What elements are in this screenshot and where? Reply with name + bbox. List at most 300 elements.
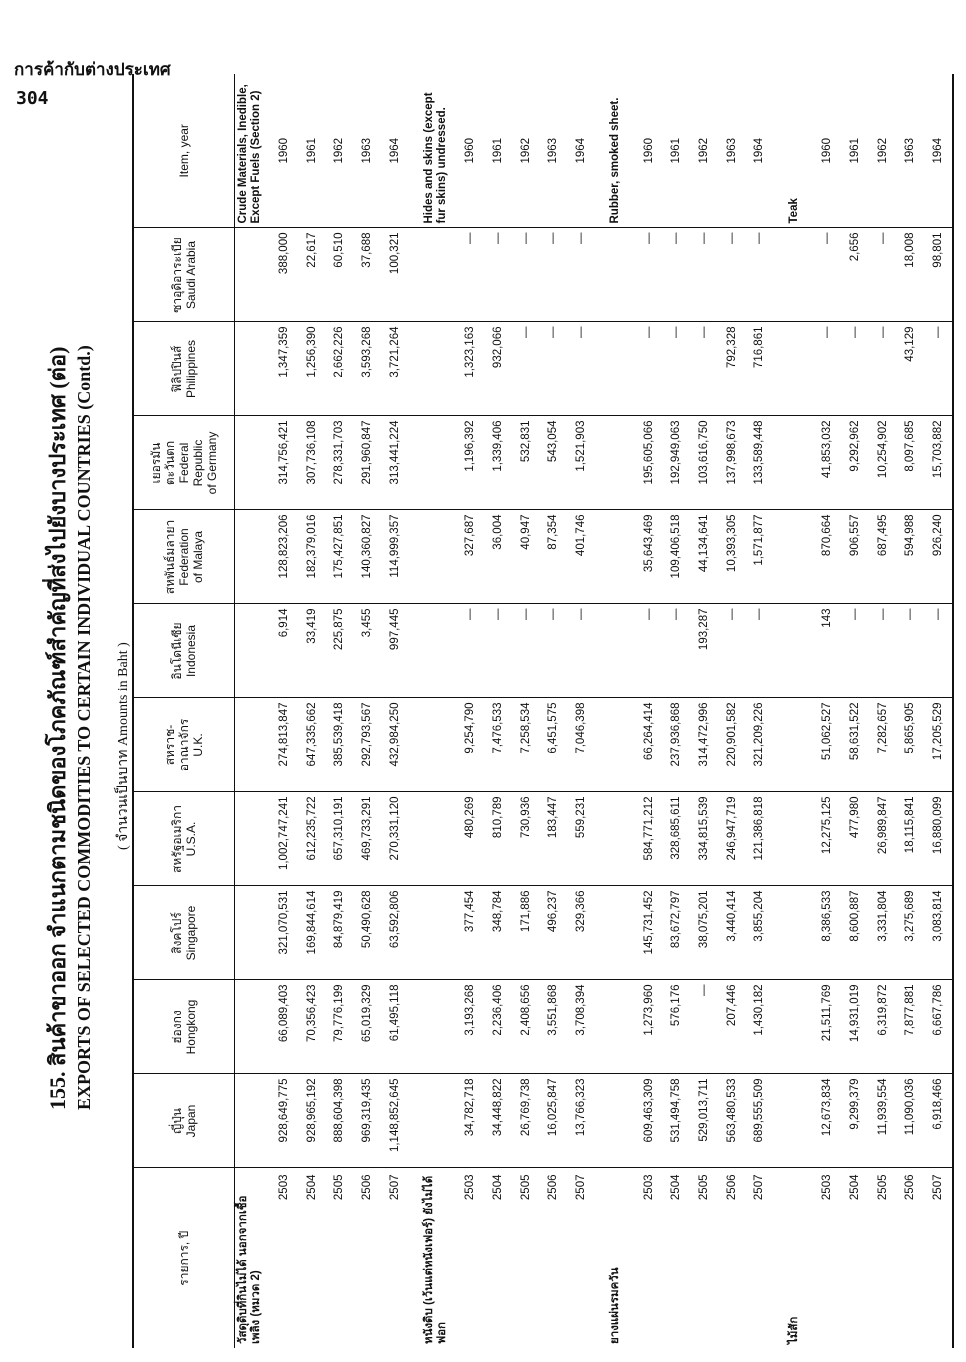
value-cell-singapore: 3,083,814 xyxy=(924,886,953,980)
value-cell-saudi: — xyxy=(813,228,841,322)
value-cell-indonesia: — xyxy=(512,604,540,698)
gap-cell xyxy=(409,698,422,792)
value-cell-singapore: 171,886 xyxy=(512,886,540,980)
value-cell-saudi: 18,008 xyxy=(896,228,924,322)
table-row xyxy=(326,74,354,1348)
value-cell-japan: 34,782,718 xyxy=(456,1074,484,1168)
value-cell-malaya: 870,664 xyxy=(813,510,841,604)
row-year-thai: 2505 xyxy=(519,1174,532,1201)
value-cell-indonesia: — xyxy=(924,604,953,698)
gap-cell xyxy=(773,1168,786,1348)
page-number: 304 xyxy=(16,88,49,109)
row-year-english: 1960 xyxy=(635,74,663,228)
table-body xyxy=(235,74,954,1348)
value-cell-germany: 103,616,750 xyxy=(690,416,718,510)
value-cell-germany: 291,960,847 xyxy=(353,416,381,510)
section-label-english: Crude Materials, Inedible, Except Fuels (Section 2) xyxy=(235,74,271,228)
row-year-english: 1964 xyxy=(745,74,773,228)
value-cell-saudi: 2,656 xyxy=(841,228,869,322)
col-header-malaya: สหพันธ์มลายา Federation of Malaya xyxy=(133,510,235,604)
value-cell-hongkong: 6,667,786 xyxy=(924,980,953,1074)
section-label-english: Rubber, smoked sheet. xyxy=(607,74,635,228)
gap-cell xyxy=(409,604,422,698)
value-cell-hongkong: 14,931,019 xyxy=(841,980,869,1074)
section-header-row xyxy=(786,74,814,1348)
value-cell-japan: 563,480,533 xyxy=(718,1074,746,1168)
value-cell-hongkong: 1,273,960 xyxy=(635,980,663,1074)
row-year-english: 1963 xyxy=(896,74,924,228)
table-row xyxy=(896,74,924,1348)
value-cell-usa: 559,231 xyxy=(567,792,595,886)
row-year-english: 1961 xyxy=(298,74,326,228)
value-cell-uk: 647,335,662 xyxy=(298,698,326,792)
value-cell-uk: 432,984,250 xyxy=(381,698,409,792)
value-cell-indonesia: 225,875 xyxy=(326,604,354,698)
value-cell-germany: 1,521,903 xyxy=(567,416,595,510)
value-cell-germany: 1,196,392 xyxy=(456,416,484,510)
row-year-thai: 2505 xyxy=(876,1174,889,1201)
gap-cell xyxy=(595,510,608,604)
value-cell-philippines: 792,328 xyxy=(718,322,746,416)
section-spacer-cell xyxy=(421,1074,456,1168)
section-spacer-cell xyxy=(786,1074,814,1168)
value-cell-saudi: — xyxy=(539,228,567,322)
value-cell-philippines: 43,129 xyxy=(896,322,924,416)
value-cell-usa: 12,275,125 xyxy=(813,792,841,886)
value-cell-usa: 1,002,747,241 xyxy=(270,792,298,886)
value-cell-japan: 888,604,398 xyxy=(326,1074,354,1168)
section-spacer-cell xyxy=(235,228,271,322)
value-cell-indonesia: — xyxy=(484,604,512,698)
table-row xyxy=(745,74,773,1348)
value-cell-usa: 480,269 xyxy=(456,792,484,886)
gap-cell xyxy=(595,1074,608,1168)
running-title: การค้ากับต่างประเทศ xyxy=(14,60,171,79)
value-cell-malaya: 1,571,877 xyxy=(745,510,773,604)
section-label-english: Hides and skins (except fur skins) undressed. xyxy=(421,74,456,228)
gap-cell xyxy=(409,1168,422,1348)
value-cell-usa: 328,685,611 xyxy=(663,792,691,886)
value-cell-singapore: 169,844,614 xyxy=(298,886,326,980)
value-cell-malaya: 87,354 xyxy=(539,510,567,604)
value-cell-indonesia: — xyxy=(745,604,773,698)
value-cell-japan: 12,673,834 xyxy=(813,1074,841,1168)
gap-cell xyxy=(773,1074,786,1168)
gap-cell xyxy=(773,698,786,792)
value-cell-japan: 26,769,738 xyxy=(512,1074,540,1168)
gap-cell xyxy=(409,1074,422,1168)
table-row xyxy=(663,74,691,1348)
value-cell-germany: 314,756,421 xyxy=(270,416,298,510)
value-cell-usa: 18,115,841 xyxy=(896,792,924,886)
value-cell-indonesia: 143 xyxy=(813,604,841,698)
section-spacer-cell xyxy=(786,980,814,1074)
value-cell-japan: 928,649,775 xyxy=(270,1074,298,1168)
col-header-indonesia: อินโดนีเซีย Indonesia xyxy=(133,604,235,698)
col-header-hongkong: ฮ่องกง Hongkong xyxy=(133,980,235,1074)
value-cell-usa: 26,989,847 xyxy=(869,792,897,886)
gap-cell xyxy=(409,510,422,604)
value-cell-philippines: — xyxy=(690,322,718,416)
value-cell-indonesia: 3,455 xyxy=(353,604,381,698)
value-cell-germany: 15,703,882 xyxy=(924,416,953,510)
section-header-row xyxy=(607,74,635,1348)
value-cell-indonesia: — xyxy=(456,604,484,698)
row-year-thai: 2507 xyxy=(924,1168,953,1348)
section-label-thai: หนังดิบ (เว้นแต่หนังเฟอร์) ยังไม่ได้ฟอก xyxy=(423,1175,449,1344)
value-cell-saudi: 98,801 xyxy=(924,228,953,322)
value-cell-saudi: — xyxy=(745,228,773,322)
value-cell-singapore: 83,672,797 xyxy=(663,886,691,980)
section-header-row xyxy=(235,74,271,1348)
section-label-thai: วัสดุดิบที่กินไม่ได้ นอกจากเชื้อเพลิง (หมวด 2) xyxy=(237,1195,262,1344)
rotated-table-wrapper xyxy=(132,84,954,1348)
gap-cell xyxy=(773,886,786,980)
value-cell-singapore: 329,366 xyxy=(567,886,595,980)
section-spacer-cell xyxy=(421,698,456,792)
value-cell-germany: 10,254,902 xyxy=(869,416,897,510)
row-year-thai: 2504 xyxy=(670,1174,683,1201)
value-cell-japan: 16,025,847 xyxy=(539,1074,567,1168)
value-cell-indonesia: — xyxy=(718,604,746,698)
value-cell-saudi: — xyxy=(456,228,484,322)
section-spacer-cell xyxy=(235,510,271,604)
value-cell-japan: 969,319,435 xyxy=(353,1074,381,1168)
value-cell-singapore: 145,731,452 xyxy=(635,886,663,980)
value-cell-malaya: 594,988 xyxy=(896,510,924,604)
value-cell-hongkong: — xyxy=(690,980,718,1074)
section-spacer-cell xyxy=(607,792,635,886)
value-cell-japan: 689,555,509 xyxy=(745,1074,773,1168)
table-row xyxy=(512,74,540,1348)
row-year-thai: 2504 xyxy=(305,1174,318,1201)
value-cell-malaya: 926,240 xyxy=(924,510,953,604)
value-cell-germany: 137,998,673 xyxy=(718,416,746,510)
value-cell-philippines: 1,323,163 xyxy=(456,322,484,416)
table-row xyxy=(813,74,841,1348)
value-cell-saudi: 100,321 xyxy=(381,228,409,322)
section-spacer-cell xyxy=(607,1074,635,1168)
section-gap-row xyxy=(595,74,608,1348)
table-row xyxy=(270,74,298,1348)
value-cell-usa: 270,331,120 xyxy=(381,792,409,886)
value-cell-saudi: — xyxy=(718,228,746,322)
value-cell-indonesia: — xyxy=(635,604,663,698)
row-year-english: 1960 xyxy=(813,74,841,228)
section-spacer-cell xyxy=(235,698,271,792)
gap-cell xyxy=(773,322,786,416)
col-header-item-year: Item, year xyxy=(133,74,235,228)
gap-cell xyxy=(595,792,608,886)
value-cell-usa: 469,733,291 xyxy=(353,792,381,886)
value-cell-saudi: — xyxy=(567,228,595,322)
gap-cell xyxy=(595,74,608,228)
gap-cell xyxy=(409,228,422,322)
value-cell-indonesia: 33,419 xyxy=(298,604,326,698)
gap-cell xyxy=(409,886,422,980)
section-spacer-cell xyxy=(786,510,814,604)
value-cell-saudi: — xyxy=(663,228,691,322)
section-spacer-cell xyxy=(421,322,456,416)
value-cell-malaya: 40,947 xyxy=(512,510,540,604)
value-cell-germany: 41,853,032 xyxy=(813,416,841,510)
row-year-english: 1962 xyxy=(690,74,718,228)
section-label-english: Teak xyxy=(786,74,814,228)
value-cell-uk: 7,476,533 xyxy=(484,698,512,792)
gap-cell xyxy=(409,980,422,1074)
gap-cell xyxy=(409,74,422,228)
value-cell-philippines: 932,066 xyxy=(484,322,512,416)
col-header-singapore: สิงคโปร์ Singapore xyxy=(133,886,235,980)
value-cell-hongkong: 3,193,268 xyxy=(456,980,484,1074)
section-label-thai: ยางแผ่นรมควัน xyxy=(609,1267,622,1344)
value-cell-singapore: 8,386,533 xyxy=(813,886,841,980)
gap-cell xyxy=(773,74,786,228)
value-cell-indonesia: — xyxy=(663,604,691,698)
table-row xyxy=(484,74,512,1348)
value-cell-usa: 657,310,191 xyxy=(326,792,354,886)
value-cell-usa: 810,789 xyxy=(484,792,512,886)
col-header-uk: สหราช- อาณาจักร U.K. xyxy=(133,698,235,792)
col-header-saudi: ซาอุดิอาระเบีย Saudi Arabia xyxy=(133,228,235,322)
value-cell-malaya: 109,406,518 xyxy=(663,510,691,604)
row-year-english: 1962 xyxy=(869,74,897,228)
gap-cell xyxy=(595,228,608,322)
value-cell-uk: 7,282,657 xyxy=(869,698,897,792)
value-cell-saudi: 22,617 xyxy=(298,228,326,322)
section-spacer-cell xyxy=(235,416,271,510)
row-year-thai: 2507 xyxy=(574,1174,587,1201)
value-cell-uk: 5,865,905 xyxy=(896,698,924,792)
value-cell-uk: 292,793,567 xyxy=(353,698,381,792)
value-cell-saudi: — xyxy=(512,228,540,322)
value-cell-usa: 730,936 xyxy=(512,792,540,886)
value-cell-malaya: 401,746 xyxy=(567,510,595,604)
value-cell-singapore: 3,331,804 xyxy=(869,886,897,980)
value-cell-germany: 133,589,448 xyxy=(745,416,773,510)
value-cell-hongkong: 576,176 xyxy=(663,980,691,1074)
gap-cell xyxy=(773,792,786,886)
value-cell-germany: 192,949,063 xyxy=(663,416,691,510)
row-year-thai: 2506 xyxy=(547,1174,560,1201)
row-year-thai: 2506 xyxy=(725,1174,738,1201)
value-cell-singapore: 3,440,414 xyxy=(718,886,746,980)
value-cell-japan: 11,939,554 xyxy=(869,1074,897,1168)
col-header-philippines: ฟิลิปปินส์ Philippines xyxy=(133,322,235,416)
value-cell-uk: 321,209,226 xyxy=(745,698,773,792)
value-cell-philippines: 2,662,226 xyxy=(326,322,354,416)
value-cell-singapore: 3,855,204 xyxy=(745,886,773,980)
section-spacer-cell xyxy=(607,886,635,980)
value-cell-malaya: 36,004 xyxy=(484,510,512,604)
value-cell-hongkong: 70,356,423 xyxy=(298,980,326,1074)
section-spacer-cell xyxy=(421,980,456,1074)
row-year-thai: 2507 xyxy=(753,1174,766,1201)
section-spacer-cell xyxy=(235,604,271,698)
value-cell-hongkong: 65,019,329 xyxy=(353,980,381,1074)
value-cell-malaya: 906,557 xyxy=(841,510,869,604)
value-cell-philippines: — xyxy=(512,322,540,416)
value-cell-uk: 66,264,414 xyxy=(635,698,663,792)
value-cell-usa: 246,947,719 xyxy=(718,792,746,886)
exports-table xyxy=(132,74,954,1348)
value-cell-usa: 584,771,212 xyxy=(635,792,663,886)
col-header-germany: เยอรมัน ตะวันตก Federal Republic of Germany xyxy=(133,416,235,510)
value-cell-indonesia: 193,287 xyxy=(690,604,718,698)
col-header-usa: สหรัฐอเมริกา U.S.A. xyxy=(133,792,235,886)
value-cell-germany: 313,441,224 xyxy=(381,416,409,510)
row-year-thai: 2503 xyxy=(464,1174,477,1201)
table-unit-note: ( จำนวนเป็นบาท Amounts in Baht ) xyxy=(116,642,131,850)
row-year-english: 1963 xyxy=(539,74,567,228)
value-cell-philippines: — xyxy=(869,322,897,416)
row-year-thai: 2505 xyxy=(333,1174,346,1201)
section-spacer-cell xyxy=(786,792,814,886)
value-cell-uk: 385,539,418 xyxy=(326,698,354,792)
gap-cell xyxy=(595,416,608,510)
value-cell-philippines: — xyxy=(924,322,953,416)
value-cell-saudi: 60,510 xyxy=(326,228,354,322)
value-cell-uk: 237,936,868 xyxy=(663,698,691,792)
value-cell-hongkong: 2,408,656 xyxy=(512,980,540,1074)
section-spacer-cell xyxy=(786,322,814,416)
value-cell-saudi: — xyxy=(690,228,718,322)
value-cell-indonesia: — xyxy=(869,604,897,698)
value-cell-hongkong: 207,446 xyxy=(718,980,746,1074)
row-year-english: 1964 xyxy=(381,74,409,228)
col-header-item: รายการ, ปี xyxy=(133,1168,235,1348)
section-spacer-cell xyxy=(786,886,814,980)
value-cell-uk: 274,813,847 xyxy=(270,698,298,792)
gap-cell xyxy=(773,980,786,1074)
value-cell-philippines: 3,721,264 xyxy=(381,322,409,416)
value-cell-singapore: 84,879,419 xyxy=(326,886,354,980)
value-cell-philippines: — xyxy=(841,322,869,416)
row-year-thai: 2504 xyxy=(848,1174,861,1201)
value-cell-hongkong: 66,089,403 xyxy=(270,980,298,1074)
value-cell-usa: 183,447 xyxy=(539,792,567,886)
value-cell-philippines: — xyxy=(635,322,663,416)
table-row xyxy=(924,74,953,1348)
gap-cell xyxy=(773,510,786,604)
value-cell-indonesia: 6,914 xyxy=(270,604,298,698)
row-year-thai: 2506 xyxy=(361,1174,374,1201)
value-cell-uk: 17,205,529 xyxy=(924,698,953,792)
value-cell-hongkong: 6,319,872 xyxy=(869,980,897,1074)
gap-cell xyxy=(409,792,422,886)
value-cell-philippines: — xyxy=(539,322,567,416)
value-cell-uk: 58,631,522 xyxy=(841,698,869,792)
row-year-english: 1963 xyxy=(353,74,381,228)
value-cell-singapore: 63,592,806 xyxy=(381,886,409,980)
value-cell-malaya: 114,999,357 xyxy=(381,510,409,604)
value-cell-singapore: 348,784 xyxy=(484,886,512,980)
section-spacer-cell xyxy=(607,510,635,604)
section-spacer-cell xyxy=(786,228,814,322)
value-cell-uk: 220,901,582 xyxy=(718,698,746,792)
row-year-english: 1962 xyxy=(326,74,354,228)
value-cell-saudi: 388,000 xyxy=(270,228,298,322)
value-cell-hongkong: 3,551,868 xyxy=(539,980,567,1074)
table-title-thai: 155. สินค้าขาออก จำแนกตามชนิดของโภคภัณฑ์สำคัญที่ส่งไปยังบางประเทศ (ต่อ) xyxy=(45,346,70,1110)
value-cell-indonesia: — xyxy=(567,604,595,698)
value-cell-germany: 8,097,685 xyxy=(896,416,924,510)
row-year-thai: 2503 xyxy=(642,1174,655,1201)
value-cell-germany: 1,339,406 xyxy=(484,416,512,510)
gap-cell xyxy=(595,980,608,1074)
value-cell-germany: 195,605,066 xyxy=(635,416,663,510)
value-cell-hongkong: 7,877,881 xyxy=(896,980,924,1074)
table-row xyxy=(718,74,746,1348)
value-cell-malaya: 687,495 xyxy=(869,510,897,604)
value-cell-saudi: — xyxy=(484,228,512,322)
section-label-thai: ไม้สัก xyxy=(787,1316,800,1344)
section-spacer-cell xyxy=(786,698,814,792)
value-cell-japan: 34,448,822 xyxy=(484,1074,512,1168)
value-cell-philippines: 716,861 xyxy=(745,322,773,416)
value-cell-germany: 278,331,703 xyxy=(326,416,354,510)
value-cell-germany: 307,736,108 xyxy=(298,416,326,510)
section-spacer-cell xyxy=(607,322,635,416)
value-cell-japan: 11,090,036 xyxy=(896,1074,924,1168)
value-cell-malaya: 44,134,641 xyxy=(690,510,718,604)
value-cell-japan: 531,494,758 xyxy=(663,1074,691,1168)
gap-cell xyxy=(595,886,608,980)
value-cell-saudi: — xyxy=(635,228,663,322)
value-cell-singapore: 377,454 xyxy=(456,886,484,980)
row-year-english: 1962 xyxy=(512,74,540,228)
table-row xyxy=(841,74,869,1348)
value-cell-japan: 529,013,711 xyxy=(690,1074,718,1168)
table-row xyxy=(690,74,718,1348)
section-header-row xyxy=(421,74,456,1348)
row-year-english: 1961 xyxy=(663,74,691,228)
gap-cell xyxy=(595,322,608,416)
value-cell-malaya: 128,823,206 xyxy=(270,510,298,604)
row-year-thai: 2505 xyxy=(698,1174,710,1201)
value-cell-saudi: 37,688 xyxy=(353,228,381,322)
value-cell-germany: 532,831 xyxy=(512,416,540,510)
value-cell-uk: 314,472,996 xyxy=(690,698,718,792)
value-cell-uk: 7,046,398 xyxy=(567,698,595,792)
row-year-english: 1960 xyxy=(270,74,298,228)
value-cell-singapore: 321,070,531 xyxy=(270,886,298,980)
section-spacer-cell xyxy=(607,698,635,792)
section-spacer-cell xyxy=(235,980,271,1074)
value-cell-usa: 612,235,722 xyxy=(298,792,326,886)
gap-cell xyxy=(409,416,422,510)
value-cell-hongkong: 79,776,199 xyxy=(326,980,354,1074)
value-cell-malaya: 175,427,851 xyxy=(326,510,354,604)
section-spacer-cell xyxy=(235,1074,271,1168)
gap-cell xyxy=(409,322,422,416)
gap-cell xyxy=(595,604,608,698)
value-cell-philippines: 3,593,268 xyxy=(353,322,381,416)
section-spacer-cell xyxy=(607,416,635,510)
value-cell-malaya: 35,643,469 xyxy=(635,510,663,604)
col-header-japan: ญี่ปุ่น Japan xyxy=(133,1074,235,1168)
gap-cell xyxy=(773,228,786,322)
value-cell-indonesia: — xyxy=(539,604,567,698)
value-cell-philippines: — xyxy=(663,322,691,416)
value-cell-usa: 121,386,818 xyxy=(745,792,773,886)
section-spacer-cell xyxy=(607,228,635,322)
value-cell-uk: 6,451,575 xyxy=(539,698,567,792)
row-year-thai: 2504 xyxy=(491,1174,504,1201)
section-spacer-cell xyxy=(421,604,456,698)
row-year-thai: 2506 xyxy=(904,1174,917,1201)
value-cell-malaya: 10,393,305 xyxy=(718,510,746,604)
